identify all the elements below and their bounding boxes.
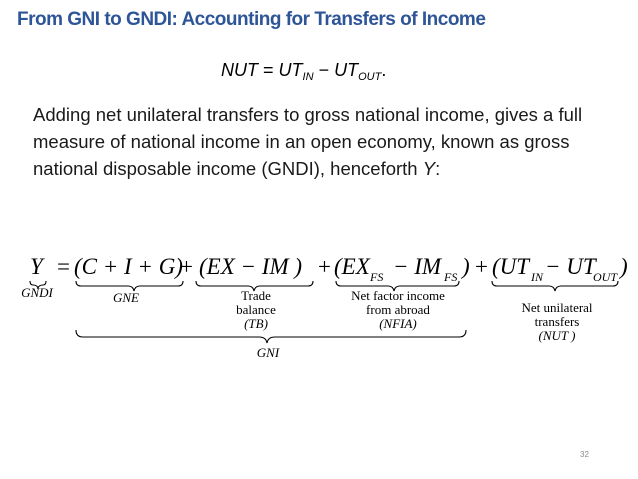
label-gni: GNI [256, 345, 280, 360]
eq-y: Y [30, 254, 43, 279]
label-tb-2: balance [236, 302, 276, 317]
label-nut-1: Net unilateral [521, 300, 593, 315]
label-nfia-2: from abroad [366, 302, 430, 317]
nut-definition: NUT = $UT_{IN} - UT_{OUT}$. [221, 60, 387, 83]
eq-nfia-sub-1: FS [370, 270, 384, 284]
brace-gni [76, 330, 466, 343]
eq-nut-sub-1: IN [531, 270, 543, 284]
eq-nut-open: (UT [492, 254, 530, 279]
label-nut-2: transfers [534, 314, 580, 329]
eq-nfia-close: ) [462, 254, 470, 279]
eq-nfia-minus: − IM [393, 254, 442, 279]
eq-plus-3: + [475, 254, 488, 279]
eq-tb-expr: (EX − IM ) [199, 254, 303, 279]
explanation-paragraph: Adding net unilateral transfers to gross national income, gives a full measure of national income in an open economy, known as gross national disposable income (GNDI), henceforth Y: [33, 104, 583, 179]
label-nfia-3: (NFIA) [379, 316, 417, 331]
eq-plus-2: + [318, 254, 331, 279]
eq-plus-1: + [180, 254, 193, 279]
label-nfia-1: Net factor income [351, 288, 445, 303]
eq-nut-sub-2: OUT [593, 270, 618, 284]
eq-nfia-open: (EX [334, 254, 370, 279]
label-gndi: GNDI [21, 285, 53, 300]
eq-nfia-sub-2: FS [444, 270, 458, 284]
label-tb-1: Trade [241, 288, 271, 303]
label-nut-3: (NUT ) [538, 328, 576, 343]
eq-equals: = [57, 254, 70, 279]
eq-nut-minus: − UT [545, 254, 596, 279]
label-gne: GNE [113, 290, 139, 305]
slide-title: From GNI to GNDI: Accounting for Transfers of Income [17, 9, 486, 30]
eq-nut-close: ) [620, 254, 628, 279]
label-tb-3: (TB) [244, 316, 268, 331]
eq-gne-expr: (C + I + G) [74, 254, 183, 279]
page-number: 32 [580, 450, 589, 459]
